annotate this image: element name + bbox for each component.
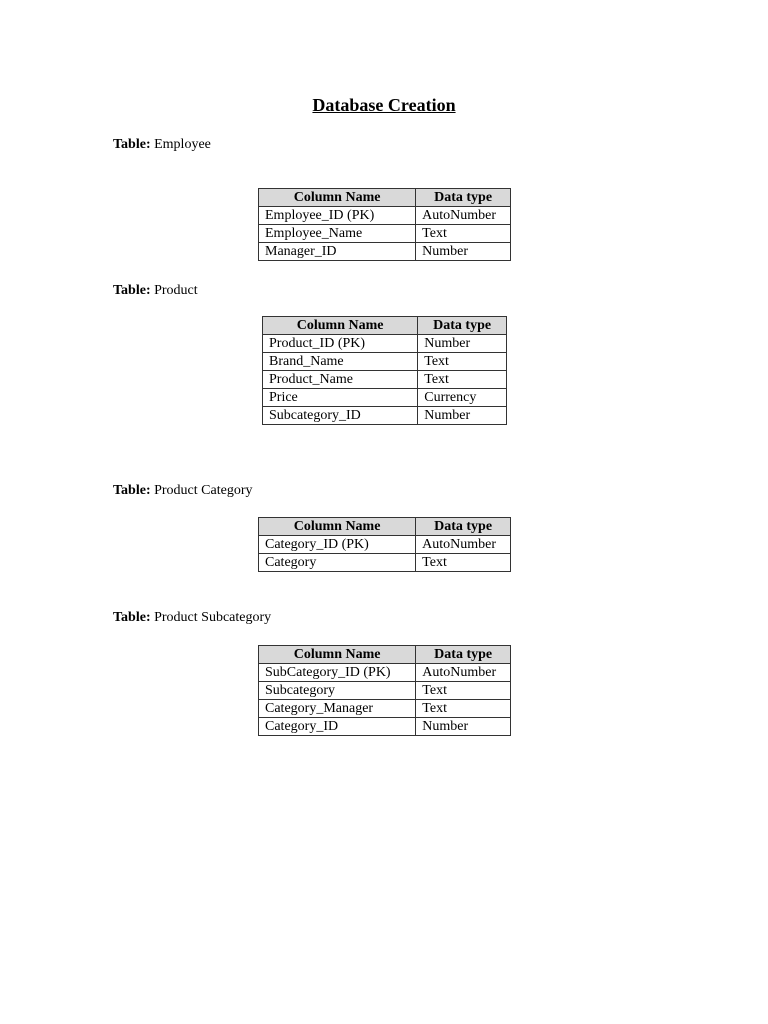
table-row [263,407,507,425]
table-label-product [113,282,198,300]
data-type-header: Data type [416,646,511,664]
data-type-cell: AutoNumber [416,207,511,225]
table-header-row [259,646,511,664]
column-name-cell: Employee_ID (PK) [259,207,416,225]
column-name-cell: SubCategory_ID (PK) [259,664,416,682]
data-type-header: Data type [416,518,511,536]
table-row [263,335,507,353]
table-header-row [259,189,511,207]
table-row [259,700,511,718]
column-name-cell: Employee_Name [259,225,416,243]
table-label-prefix: Table: [113,610,151,625]
column-name-cell: Category_ID [259,718,416,736]
data-type-cell: AutoNumber [416,664,511,682]
table-label-name: Product [154,283,198,298]
data-type-cell: Number [416,718,511,736]
table-row [259,682,511,700]
table-header-row [259,518,511,536]
data-type-cell: Text [418,371,507,389]
employee-schema-table [258,188,511,261]
data-type-cell: Number [418,335,507,353]
data-type-header: Data type [418,317,507,335]
table-label-prefix: Table: [113,283,151,298]
table-row [259,718,511,736]
table-label-name: Product Category [154,483,253,498]
table-row [259,243,511,261]
column-name-cell: Product_ID (PK) [263,335,418,353]
table-row [259,554,511,572]
column-name-cell: Category_Manager [259,700,416,718]
column-name-header: Column Name [259,189,416,207]
table-label-product-category [113,482,252,500]
data-type-cell: Text [416,554,511,572]
column-name-cell: Subcategory [259,682,416,700]
table-label-prefix: Table: [113,483,151,498]
product-category-schema-table [258,517,511,572]
column-name-cell: Category_ID (PK) [259,536,416,554]
table-header-row [263,317,507,335]
column-name-cell: Brand_Name [263,353,418,371]
table-row [263,371,507,389]
column-name-cell: Category [259,554,416,572]
data-type-cell: Number [418,407,507,425]
table-label-product-subcategory [113,609,271,627]
table-label-name: Product Subcategory [154,610,272,625]
product-schema-table [262,316,507,425]
data-type-cell: Number [416,243,511,261]
table-label-employee [113,136,211,154]
product-subcategory-schema-table [258,645,511,736]
column-name-header: Column Name [263,317,418,335]
column-name-cell: Manager_ID [259,243,416,261]
table-label-prefix: Table: [113,137,151,152]
column-name-cell: Subcategory_ID [263,407,418,425]
column-name-header: Column Name [259,518,416,536]
data-type-header: Data type [416,189,511,207]
column-name-cell: Price [263,389,418,407]
data-type-cell: AutoNumber [416,536,511,554]
table-label-name: Employee [154,137,211,152]
data-type-cell: Text [418,353,507,371]
column-name-cell: Product_Name [263,371,418,389]
column-name-header: Column Name [259,646,416,664]
document-title: Database Creation [312,95,456,115]
data-type-cell: Text [416,700,511,718]
data-type-cell: Currency [418,389,507,407]
table-row [259,225,511,243]
data-type-cell: Text [416,225,511,243]
table-row [263,353,507,371]
data-type-cell: Text [416,682,511,700]
table-row [259,664,511,682]
table-row [259,536,511,554]
table-row [259,207,511,225]
table-row [263,389,507,407]
